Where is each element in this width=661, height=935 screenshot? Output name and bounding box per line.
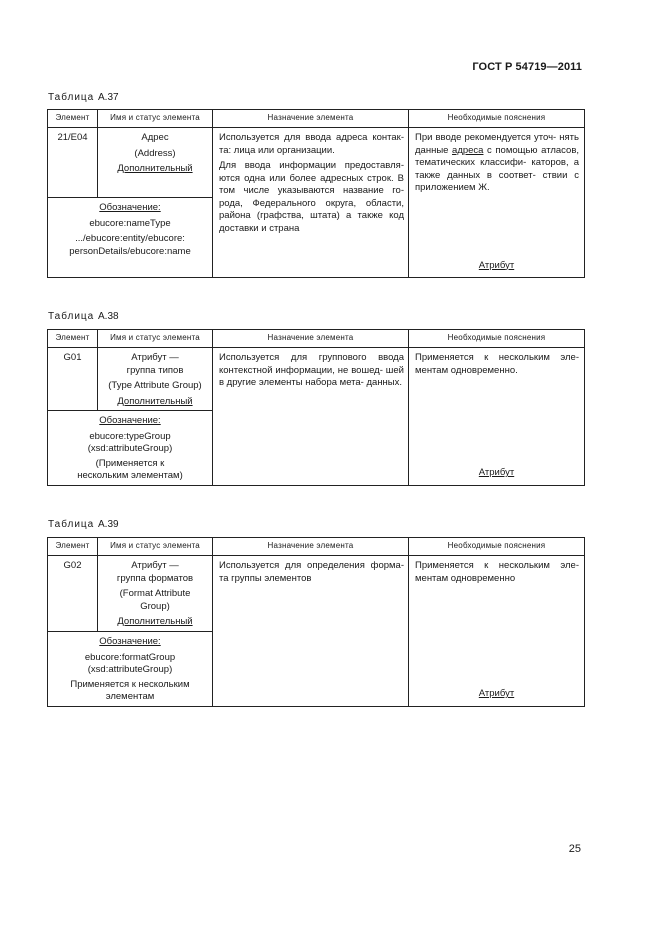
col-header-name-status: Имя и статус элемента [98,330,213,348]
notes-underlined-word: адреса [452,144,484,156]
col-header-element: Элемент [48,538,98,556]
notes-text: Применяется к нескольким эле- ментам одновременно. [415,352,579,376]
col-header-notes: Необходимые пояснения [409,110,585,128]
table-a37 [47,109,585,278]
notes-text-continued: с помощью атласов, тематических классифи- каторов, а также данных в соответ- ствии с приложением Ж. [415,144,579,193]
caption-prefix: Таблица [48,311,95,322]
element-name-status [98,556,213,632]
designation-line: ebucore:formatGroup [84,651,176,663]
col-header-purpose: Назначение элемента [213,538,409,556]
caption-number: А.37 [98,92,119,103]
element-designation [48,632,213,707]
caption-prefix: Таблица [48,92,95,103]
col-header-element: Элемент [48,330,98,348]
table-caption-a39 [48,519,119,530]
designation-label: Обозначение: [99,415,161,426]
caption-prefix: Таблица [48,519,95,530]
caption-number: А.38 [98,311,119,322]
purpose-paragraph: Используется для ввода адреса контак- та: лица или организации. [219,132,404,156]
element-name-status [98,128,213,198]
purpose-paragraph: Для ввода информации предоставля- ются одна или более адресных строк. В том числе указываются название го- рода, Федерального округа, области, района (графства, штата) а также код доставки и страна [219,160,404,234]
element-name-line: группа типов [126,364,184,376]
attribute-link: Атрибут [478,688,515,699]
element-code: 21/E04 [48,128,98,198]
element-name-line: (Format Attribute Group) [119,588,191,612]
element-name-line: Атрибут — [131,560,179,571]
col-header-notes: Необходимые пояснения [409,538,585,556]
element-name-status [98,348,213,411]
element-purpose [213,348,409,486]
col-header-notes: Необходимые пояснения [409,330,585,348]
col-header-name-status: Имя и статус элемента [98,110,213,128]
element-name-line: (Address) [134,147,176,159]
element-status: Дополнительный [117,616,193,627]
element-code: G02 [48,556,98,632]
designation-line: personDetails/ebucore:name [69,245,191,257]
element-purpose [213,128,409,278]
notes-text: При вводе рекомендуется уточ- нять данные [415,132,579,156]
designation-label: Обозначение: [99,636,161,647]
col-header-element: Элемент [48,110,98,128]
designation-line: Применяется к нескольким элементам [70,678,190,702]
element-name-line: (Type Attribute Group) [108,380,202,391]
attribute-link: Атрибут [478,467,515,478]
element-status: Дополнительный [117,163,193,174]
col-header-purpose: Назначение элемента [213,330,409,348]
purpose-paragraph: Используется для группового ввода контекстной информации, не вошед- шей в другие элементы набора мета- данных. [219,352,404,388]
designation-line: .../ebucore:entity/ebucore: [75,233,185,244]
attribute-link: Атрибут [478,259,515,271]
table-caption-a37 [48,92,119,103]
element-designation [48,411,213,486]
designation-label: Обозначение: [99,202,161,213]
col-header-name-status: Имя и статус элемента [98,538,213,556]
designation-line: (xsd:attributeGroup) [87,443,173,454]
designation-line: (xsd:attributeGroup) [87,664,173,675]
element-designation [48,198,213,278]
table-a38 [47,329,585,486]
designation-line: ebucore:typeGroup [89,430,171,442]
element-name-line: Адрес [141,132,169,143]
table-caption-a38 [48,311,119,322]
designation-line: ebucore:nameType [89,217,171,229]
caption-number: А.39 [98,519,119,530]
element-status: Дополнительный [117,395,193,407]
element-notes [409,128,585,278]
notes-text: Применяется к нескольким эле- ментам одновременно [415,560,579,584]
purpose-paragraph: Используется для определения форма- та группы элементов [219,560,404,584]
page-number: 25 [568,843,581,855]
col-header-purpose: Назначение элемента [213,110,409,128]
table-a39 [47,537,585,707]
element-notes [409,348,585,486]
standard-number: ГОСТ Р 54719—2011 [472,61,582,73]
element-name-line: Атрибут — [131,352,179,363]
element-name-line: группа форматов [116,572,194,584]
designation-line: (Применяется к нескольким элементам) [77,457,183,481]
element-notes [409,556,585,707]
element-purpose [213,556,409,707]
element-code: G01 [48,348,98,411]
